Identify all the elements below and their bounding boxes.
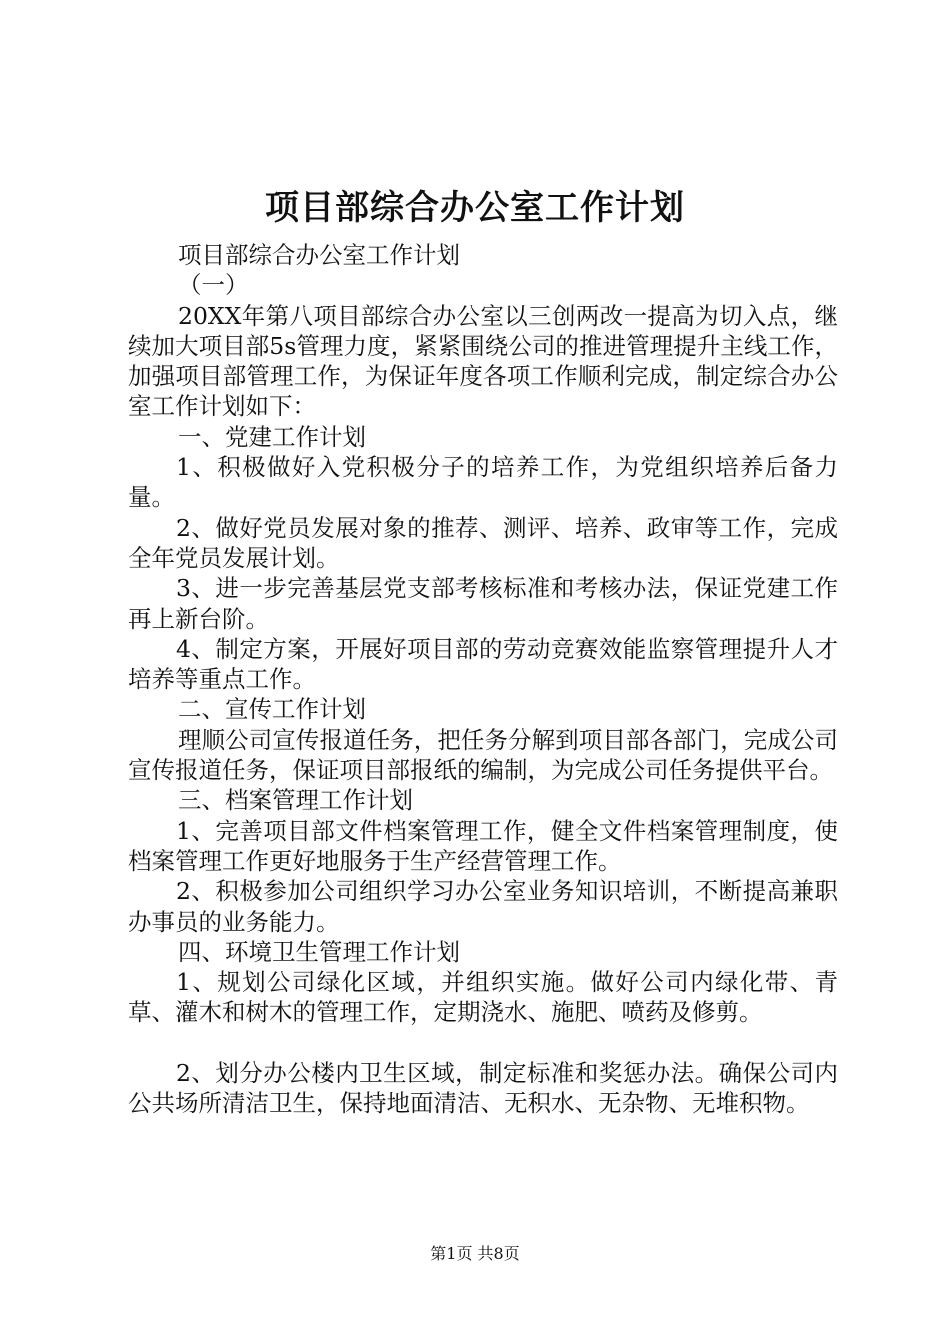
subtitle-paragraph: 项目部综合办公室工作计划 [178, 241, 460, 269]
document-body [128, 240, 838, 1118]
archive-item-2: 2、积极参加公司组织学习办公室业务知识培训，不断提高兼职办事员的业务能力。 [128, 877, 838, 936]
environment-item-2: 2、划分办公楼内卫生区域，制定标准和奖惩办法。确保公司内公共场所清洁卫生，保持地面清洁、无积水、无杂物、无堆积物。 [128, 1058, 838, 1118]
publicity-paragraph: 理顺公司宣传报道任务，把任务分解到项目部各部门，完成公司宣传报道任务，保证项目部报纸的编制，为完成公司任务提供平台。 [128, 725, 838, 785]
paragraph-gap [128, 1028, 838, 1058]
party-item-1: 1、积极做好入党积极分子的培养工作，为党组织培养后备力量。 [128, 453, 838, 512]
party-item-4: 4、制定方案，开展好项目部的劳动竞赛效能监察管理提升人才培养等重点工作。 [128, 634, 838, 694]
document-title: 项目部综合办公室工作计划 [265, 188, 685, 228]
environment-item-1: 1、规划公司绿化区域，并组织实施。做好公司内绿化带、青草、灌木和树木的管理工作，定期浇水、施肥、喷药及修剪。 [128, 968, 838, 1027]
section-heading-party: 一、党建工作计划 [178, 422, 366, 451]
section-heading-archive: 三、档案管理工作计划 [178, 786, 413, 815]
page-footer: 第1页 共8页 [430, 1244, 520, 1263]
party-item-2: 2、做好党员发展对象的推荐、测评、培养、政审等工作，完成全年党员发展计划。 [128, 513, 838, 572]
intro-paragraph: 20XX年第八项目部综合办公室以三创两改一提高为切入点，继续加大项目部5s管理力度，紧紧围绕公司的推进管理提升主线工作，加强项目部管理工作，为保证年度各项工作顺利完成，制定综合办公室工作计划如下： [128, 301, 838, 421]
section-heading-publicity: 二、宣传工作计划 [178, 695, 366, 724]
section-number: （一） [178, 271, 249, 300]
section-heading-environment: 四、环境卫生管理工作计划 [178, 937, 460, 966]
party-item-3: 3、进一步完善基层党支部考核标准和考核办法，保证党建工作再上新台阶。 [128, 574, 838, 633]
archive-item-1: 1、完善项目部文件档案管理工作，健全文件档案管理制度，使档案管理工作更好地服务于生产经营管理工作。 [128, 816, 838, 875]
